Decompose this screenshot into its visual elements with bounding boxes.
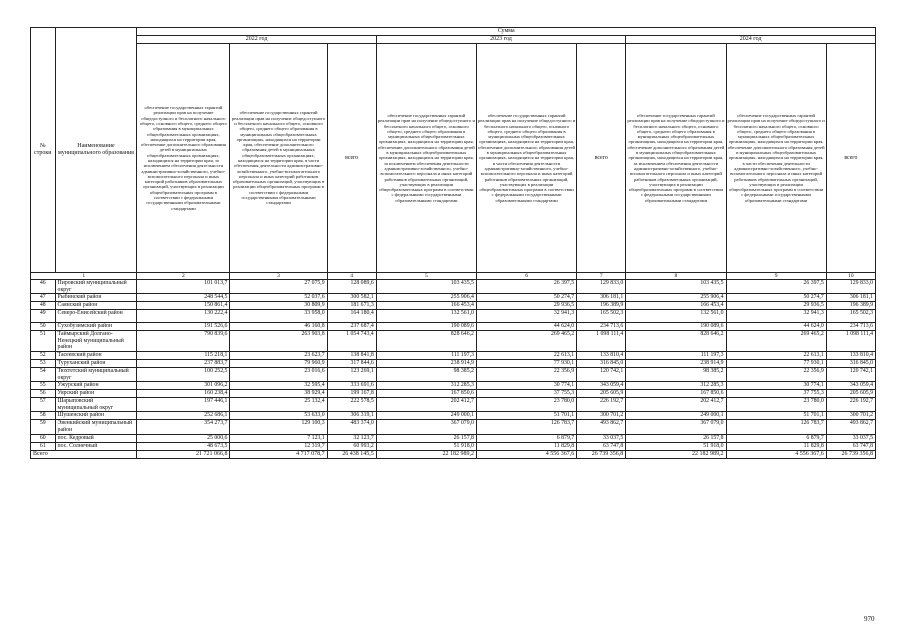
- value-cell: 32 595,4: [230, 382, 327, 390]
- sum-header: Сумма: [137, 28, 876, 36]
- table-row: [31, 331, 876, 352]
- row-number: 60: [31, 434, 56, 442]
- value-cell: 29 936,5: [476, 302, 576, 310]
- value-cell: 23 780,0: [476, 398, 576, 412]
- table-body: [31, 280, 876, 459]
- value-cell: 26 157,8: [626, 434, 726, 442]
- table-row: [31, 420, 876, 434]
- value-cell: 133 810,4: [826, 351, 875, 359]
- table-row: [31, 359, 876, 367]
- table-row: [31, 294, 876, 302]
- value-cell: 493 862,7: [826, 420, 875, 434]
- value-cell: 828 646,2: [626, 331, 726, 352]
- value-cell: 166 453,4: [626, 302, 726, 310]
- value-cell: 98 385,2: [626, 367, 726, 381]
- header-year-row: [31, 36, 876, 44]
- municipality-name-header: Наименование муниципального образования: [55, 28, 137, 273]
- row-number: 54: [31, 367, 56, 381]
- value-cell: 23 623,7: [230, 351, 327, 359]
- table-row: [31, 302, 876, 310]
- year-2024-header: 2024 год: [626, 36, 876, 44]
- row-number: 61: [31, 442, 56, 450]
- municipality-name: пос. Кедровый: [55, 434, 137, 442]
- value-cell: 27 075,9: [230, 280, 327, 294]
- value-cell: 190 089,6: [626, 323, 726, 331]
- value-cell: 317 844,6: [327, 359, 376, 367]
- value-cell: 123 269,1: [327, 367, 376, 381]
- value-cell: 238 914,9: [626, 359, 726, 367]
- table-row: [31, 398, 876, 412]
- col-number: 9: [726, 273, 826, 280]
- row-number: 52: [31, 351, 56, 359]
- value-cell: 205 605,9: [577, 390, 626, 398]
- value-cell: 6 879,7: [476, 434, 576, 442]
- municipality-name: Северо-Енисейский район: [55, 310, 137, 323]
- total-value-cell: 22 182 989,2: [626, 450, 726, 458]
- value-cell: 255 906,4: [626, 294, 726, 302]
- value-cell: 202 412,7: [376, 398, 476, 412]
- value-cell: 120 742,1: [826, 367, 875, 381]
- value-cell: 165 502,3: [826, 310, 875, 323]
- value-cell: 238 914,9: [376, 359, 476, 367]
- value-cell: 44 624,0: [476, 323, 576, 331]
- column-number-row: [31, 273, 876, 280]
- row-number: 47: [31, 294, 56, 302]
- value-cell: 828 646,2: [376, 331, 476, 352]
- table-row: [31, 367, 876, 381]
- value-cell: 32 123,7: [327, 434, 376, 442]
- table-row: [31, 351, 876, 359]
- budget-table-sheet: [30, 27, 876, 459]
- total-value-cell: 26 739 356,8: [826, 450, 875, 458]
- value-cell: 343 059,4: [577, 382, 626, 390]
- municipality-name: Тасеевский район: [55, 351, 137, 359]
- table-row: [31, 323, 876, 331]
- row-number: 46: [31, 280, 56, 294]
- value-cell: 354 273,7: [137, 420, 230, 434]
- header-sum-row: [31, 28, 876, 36]
- value-cell: 269 465,2: [726, 331, 826, 352]
- value-cell: 316 845,0: [826, 359, 875, 367]
- value-cell: 196 389,9: [826, 302, 875, 310]
- value-cell: 32 941,3: [726, 310, 826, 323]
- value-cell: 249 000,1: [376, 412, 476, 420]
- municipality-name: Шушенский район: [55, 412, 137, 420]
- value-cell: 234 713,6: [577, 323, 626, 331]
- value-cell: 249 000,1: [626, 412, 726, 420]
- value-cell: 115 218,1: [137, 351, 230, 359]
- col-number: 8: [626, 273, 726, 280]
- row-number: 55: [31, 382, 56, 390]
- value-cell: 11 829,8: [476, 442, 576, 450]
- value-cell: 23 016,6: [230, 367, 327, 381]
- table-row: [31, 434, 876, 442]
- value-cell: 111 197,3: [626, 351, 726, 359]
- value-cell: 306 319,1: [327, 412, 376, 420]
- value-cell: 312 285,3: [376, 382, 476, 390]
- value-cell: 191 526,6: [137, 323, 230, 331]
- col-number: 7: [577, 273, 626, 280]
- row-number: 58: [31, 412, 56, 420]
- value-cell: 63 747,8: [826, 442, 875, 450]
- value-cell: 30 809,9: [230, 302, 327, 310]
- value-cell: 30 774,1: [476, 382, 576, 390]
- col-desc-2023-a: обеспечение государственных гарантий реализации прав на получение общедоступного и бесплатного начального общего, основного общего, среднего общего образования в муниципальных общеобразовательных организациях, находящихся на территории края, обеспечение дополнительного образования детей в муниципальных общеобразовательных организациях, находящихся на территории края, за исключением обеспечения деятельности административно-хозяйственного, учебно-вспомогательного персонала и иных категорий работников образовательных организаций, участвующих в реализации общеобразовательных программ в соответствии с федеральными государственными образовательными стандартами: [376, 44, 476, 273]
- municipality-name: Туруханский район: [55, 359, 137, 367]
- value-cell: 132 561,0: [376, 310, 476, 323]
- value-cell: 1 098 111,4: [826, 331, 875, 352]
- value-cell: 44 624,0: [726, 323, 826, 331]
- value-cell: 77 930,1: [476, 359, 576, 367]
- col-desc-2024-b: обеспечение государственных гарантий реализации прав на получение общедоступного и бесплатного начального общего, основного общего, среднего общего образования в муниципальных общеобразовательных организациях, находящихся на территории края, обеспечение дополнительного образования детей в муниципальных общеобразовательных организациях, находящихся на территории края, в части обеспечения деятельности административно-хозяйственного, учебно-вспомогательного персонала и иных категорий работников образовательных организаций, участвующих в реализации общеобразовательных программ в соответствии с федеральными государственными образовательными стандартами: [726, 44, 826, 273]
- value-cell: 100 252,5: [137, 367, 230, 381]
- value-cell: 6 879,7: [726, 434, 826, 442]
- value-cell: 263 903,8: [230, 331, 327, 352]
- value-cell: 306 181,1: [826, 294, 875, 302]
- value-cell: 234 713,6: [826, 323, 875, 331]
- col-number: 10: [826, 273, 875, 280]
- total-value-cell: 21 721 066,8: [137, 450, 230, 458]
- row-number-header: № строки: [31, 28, 56, 273]
- value-cell: 38 929,4: [230, 390, 327, 398]
- value-cell: 79 960,9: [230, 359, 327, 367]
- row-number: 48: [31, 302, 56, 310]
- value-cell: 130 222,4: [137, 310, 230, 323]
- total-value-cell: 4 556 367,6: [726, 450, 826, 458]
- value-cell: 306 181,1: [577, 294, 626, 302]
- value-cell: 111 197,3: [376, 351, 476, 359]
- value-cell: 132 561,0: [626, 310, 726, 323]
- municipality-name: Сухобузимский район: [55, 323, 137, 331]
- value-cell: 493 862,7: [577, 420, 626, 434]
- value-cell: 25 132,4: [230, 398, 327, 412]
- value-cell: 30 774,1: [726, 382, 826, 390]
- value-cell: 316 845,0: [577, 359, 626, 367]
- value-cell: 33 037,5: [577, 434, 626, 442]
- value-cell: 12 319,7: [230, 442, 327, 450]
- total-label: Всего: [31, 450, 137, 458]
- value-cell: 48 673,5: [137, 442, 230, 450]
- value-cell: 205 605,9: [826, 390, 875, 398]
- col-total-2023: всего: [577, 44, 626, 273]
- municipality-name: Эвенкийский муниципальный район: [55, 420, 137, 434]
- value-cell: 222 578,5: [327, 398, 376, 412]
- value-cell: 133 810,4: [577, 351, 626, 359]
- value-cell: 790 839,6: [137, 331, 230, 352]
- value-cell: 26 157,8: [376, 434, 476, 442]
- value-cell: 50 274,7: [726, 294, 826, 302]
- value-cell: 199 167,8: [327, 390, 376, 398]
- value-cell: 300 701,2: [826, 412, 875, 420]
- value-cell: 126 783,7: [726, 420, 826, 434]
- value-cell: 22 613,1: [726, 351, 826, 359]
- table-row: [31, 310, 876, 323]
- col-number: 5: [376, 273, 476, 280]
- value-cell: 37 755,3: [476, 390, 576, 398]
- value-cell: 166 453,4: [376, 302, 476, 310]
- value-cell: 1 054 743,4: [327, 331, 376, 352]
- value-cell: 129 100,3: [230, 420, 327, 434]
- col-number: 3: [230, 273, 327, 280]
- total-row: [31, 450, 876, 458]
- municipality-name: Тюхтетский муниципальный округ: [55, 367, 137, 381]
- value-cell: 252 686,1: [137, 412, 230, 420]
- value-cell: 7 123,1: [230, 434, 327, 442]
- value-cell: 165 502,3: [577, 310, 626, 323]
- value-cell: 196 389,9: [577, 302, 626, 310]
- value-cell: 101 013,7: [137, 280, 230, 294]
- value-cell: 103 435,5: [626, 280, 726, 294]
- value-cell: 312 285,3: [626, 382, 726, 390]
- value-cell: 23 780,0: [726, 398, 826, 412]
- value-cell: 237 883,7: [137, 359, 230, 367]
- value-cell: 226 192,7: [577, 398, 626, 412]
- year-2023-header: 2023 год: [376, 36, 626, 44]
- value-cell: 167 850,6: [626, 390, 726, 398]
- col-number: 4: [327, 273, 376, 280]
- value-cell: 160 238,4: [137, 390, 230, 398]
- value-cell: 98 385,2: [376, 367, 476, 381]
- municipality-name: Шарыповский муниципальный округ: [55, 398, 137, 412]
- value-cell: 248 544,5: [137, 294, 230, 302]
- value-cell: 77 930,1: [726, 359, 826, 367]
- value-cell: 138 841,8: [327, 351, 376, 359]
- value-cell: 237 687,4: [327, 323, 376, 331]
- value-cell: 126 783,7: [476, 420, 576, 434]
- row-number: 56: [31, 390, 56, 398]
- value-cell: 46 160,8: [230, 323, 327, 331]
- value-cell: 51 918,0: [376, 442, 476, 450]
- total-value-cell: 4 556 367,6: [476, 450, 576, 458]
- value-cell: 301 096,2: [137, 382, 230, 390]
- value-cell: 51 918,0: [626, 442, 726, 450]
- municipality-name: пос. Солнечный: [55, 442, 137, 450]
- value-cell: 226 192,7: [826, 398, 875, 412]
- table-row: [31, 412, 876, 420]
- col-number: 1: [31, 273, 137, 280]
- municipality-name: Уярский район: [55, 390, 137, 398]
- budget-table: [30, 27, 876, 459]
- value-cell: 22 356,9: [476, 367, 576, 381]
- value-cell: 333 691,6: [327, 382, 376, 390]
- value-cell: 32 941,3: [476, 310, 576, 323]
- total-value-cell: 4 717 078,7: [230, 450, 327, 458]
- municipality-name: Ужурский район: [55, 382, 137, 390]
- value-cell: 52 037,6: [230, 294, 327, 302]
- value-cell: 37 755,3: [726, 390, 826, 398]
- year-2022-header: 2022 год: [137, 36, 376, 44]
- municipality-name: Саянский район: [55, 302, 137, 310]
- value-cell: 129 833,0: [826, 280, 875, 294]
- value-cell: 11 829,8: [726, 442, 826, 450]
- value-cell: 51 701,1: [476, 412, 576, 420]
- col-desc-2024-a: обеспечение государственных гарантий реализации прав на получение общедоступного и бесплатного начального общего, основного общего, среднего общего образования в муниципальных общеобразовательных организациях, находящихся на территории края, обеспечение дополнительного образования детей в муниципальных общеобразовательных организациях, находящихся на территории края, за исключением обеспечения деятельности административно-хозяйственного, учебно-вспомогательного персонала и иных категорий работников образовательных организаций, участвующих в реализации общеобразовательных программ в соответствии с федеральными государственными образовательными стандартами: [626, 44, 726, 273]
- table-row: [31, 390, 876, 398]
- value-cell: 128 089,6: [327, 280, 376, 294]
- col-total-2022: всего: [327, 44, 376, 273]
- row-number: 53: [31, 359, 56, 367]
- col-total-2024: всего: [826, 44, 875, 273]
- col-number: 2: [137, 273, 230, 280]
- value-cell: 269 465,2: [476, 331, 576, 352]
- value-cell: 343 059,4: [826, 382, 875, 390]
- total-value-cell: 22 182 989,2: [376, 450, 476, 458]
- total-value-cell: 26 739 356,8: [577, 450, 626, 458]
- value-cell: 129 833,0: [577, 280, 626, 294]
- value-cell: 483 374,0: [327, 420, 376, 434]
- value-cell: 300 701,2: [577, 412, 626, 420]
- value-cell: 1 098 111,4: [577, 331, 626, 352]
- col-desc-2023-b: обеспечение государственных гарантий реализации прав на получение общедоступного и бесплатного начального общего, основного общего, среднего общего образования в муниципальных общеобразовательных организациях, находящихся на территории края, обеспечение дополнительного образования детей в муниципальных общеобразовательных организациях, находящихся на территории края, в части обеспечения деятельности административно-хозяйственного, учебно-вспомогательного персонала и иных категорий работников образовательных организаций, участвующих в реализации общеобразовательных программ в соответствии с федеральными государственными образовательными стандартами: [476, 44, 576, 273]
- value-cell: 51 701,1: [726, 412, 826, 420]
- municipality-name: Рыбинский район: [55, 294, 137, 302]
- value-cell: 50 274,7: [476, 294, 576, 302]
- value-cell: 197 446,1: [137, 398, 230, 412]
- value-cell: 22 356,9: [726, 367, 826, 381]
- value-cell: 255 906,4: [376, 294, 476, 302]
- row-number: 51: [31, 331, 56, 352]
- value-cell: 29 936,5: [726, 302, 826, 310]
- table-row: [31, 382, 876, 390]
- row-number: 49: [31, 310, 56, 323]
- value-cell: 103 435,5: [376, 280, 476, 294]
- page-number: 970: [864, 615, 875, 623]
- value-cell: 300 582,1: [327, 294, 376, 302]
- total-value-cell: 26 438 145,5: [327, 450, 376, 458]
- value-cell: 150 861,4: [137, 302, 230, 310]
- value-cell: 202 412,7: [626, 398, 726, 412]
- value-cell: 26 397,5: [476, 280, 576, 294]
- value-cell: 33 037,5: [826, 434, 875, 442]
- value-cell: 164 180,4: [327, 310, 376, 323]
- table-row: [31, 280, 876, 294]
- table-row: [31, 442, 876, 450]
- row-number: 57: [31, 398, 56, 412]
- value-cell: 25 000,6: [137, 434, 230, 442]
- value-cell: 33 958,0: [230, 310, 327, 323]
- value-cell: 63 747,8: [577, 442, 626, 450]
- municipality-name: Таймырский Долгано-Ненецкий муниципальный район: [55, 331, 137, 352]
- value-cell: 120 742,1: [577, 367, 626, 381]
- value-cell: 53 633,0: [230, 412, 327, 420]
- value-cell: 26 397,5: [726, 280, 826, 294]
- row-number: 59: [31, 420, 56, 434]
- value-cell: 22 613,1: [476, 351, 576, 359]
- municipality-name: Пировский муниципальный округ: [55, 280, 137, 294]
- header-description-row: [31, 44, 876, 273]
- value-cell: 367 079,0: [376, 420, 476, 434]
- col-desc-2022-b: обеспечение государственных гарантий реализации прав на получение общедоступного и бесплатного начального общего, основного общего, среднего общего образования в муниципальных общеобразовательных организациях, находящихся на территории края, обеспечение дополнительного образования детей в муниципальных общеобразовательных организациях, находящихся на территории края, в части обеспечения деятельности административно-хозяйственного, учебно-вспомогательного персонала и иных категорий работников образовательных организаций, участвующих в реализации общеобразовательных программ в соответствии с федеральными государственными образовательными стандартами: [230, 44, 327, 273]
- value-cell: 167 850,6: [376, 390, 476, 398]
- value-cell: 190 089,6: [376, 323, 476, 331]
- col-desc-2022-a: обеспечение государственных гарантий реализации прав на получение общедоступного и бесплатного начального общего, основного общего, среднего общего образования в муниципальных общеобразовательных организациях, находящихся на территории края, обеспечение дополнительного образования детей в муниципальных общеобразовательных организациях, находящихся на территории края, за исключением обеспечения деятельности административно-хозяйственного, учебно-вспомогательного персонала и иных категорий работников образовательных организаций, участвующих в реализации общеобразовательных программ в соответствии с федеральными государственными образовательными стандартами: [137, 44, 230, 273]
- value-cell: 60 993,2: [327, 442, 376, 450]
- value-cell: 181 671,3: [327, 302, 376, 310]
- value-cell: 367 079,0: [626, 420, 726, 434]
- col-number: 6: [476, 273, 576, 280]
- row-number: 50: [31, 323, 56, 331]
